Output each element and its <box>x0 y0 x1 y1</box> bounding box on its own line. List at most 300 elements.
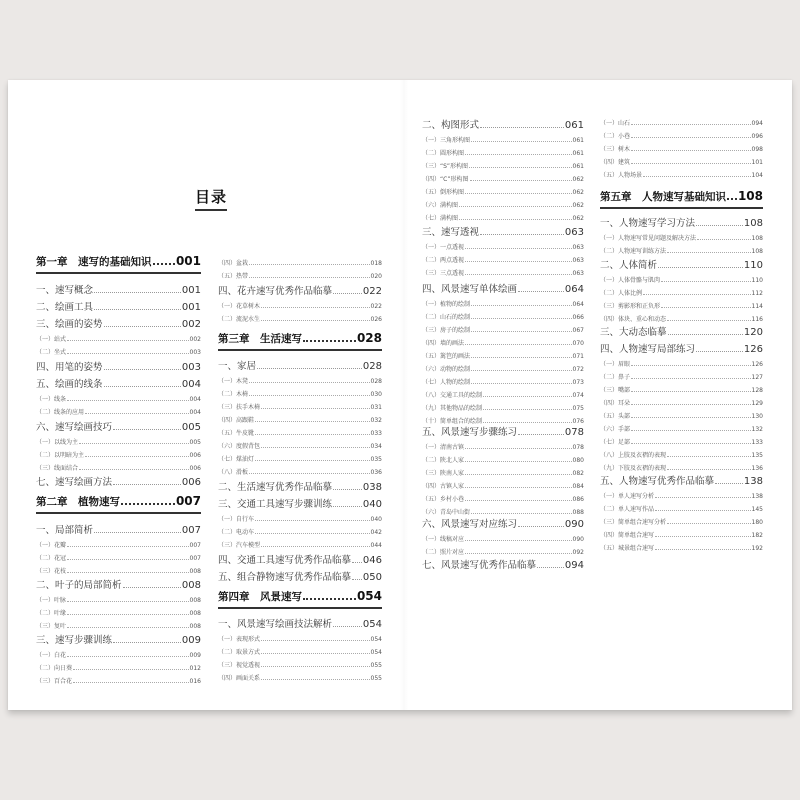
toc-entry-label: （四）高跟鞋 <box>218 417 255 424</box>
toc-entry-label: （二）山石的绘制 <box>422 314 471 321</box>
toc-entry-section <box>218 358 382 372</box>
toc-entry-label: （三）线面结合 <box>36 465 79 472</box>
toc-entry-label: （一）眉眼 <box>600 361 631 368</box>
toc-entry-page: 012 <box>189 665 201 672</box>
toc-entry-label: （二）坐式 <box>36 349 67 356</box>
toc-entry-sub <box>36 608 201 617</box>
dot-leader <box>67 601 189 602</box>
toc-entry-page: 182 <box>751 532 763 539</box>
dot-leader <box>459 206 572 207</box>
dot-leader <box>249 395 370 396</box>
dot-leader <box>249 264 370 265</box>
toc-entry-sub <box>218 454 382 463</box>
toc-entry-sub <box>600 118 763 127</box>
toc-entry-page: 094 <box>564 560 584 571</box>
toc-entry-sub <box>600 450 763 459</box>
dot-leader <box>94 309 181 310</box>
toc-entry-page: 063 <box>572 257 584 264</box>
toc-entry-label: （三）陕南人家 <box>422 470 465 477</box>
toc-entry-label: （八）滑板 <box>218 469 249 476</box>
toc-entry-label: 四、交通工具速写优秀作品临摹 <box>218 555 352 566</box>
toc-entry-page: 016 <box>189 678 201 685</box>
toc-entry-page: 070 <box>572 340 584 347</box>
dot-leader <box>667 469 751 470</box>
toc-entry-page: 132 <box>751 426 763 433</box>
toc-entry-section <box>36 376 201 390</box>
toc-entry-sub <box>600 463 763 472</box>
dot-leader <box>518 434 564 435</box>
toc-entry-page: 007 <box>189 542 201 549</box>
dot-leader <box>333 489 362 490</box>
toc-entry-label: （六）动物的绘制 <box>422 366 471 373</box>
dot-leader <box>715 483 743 484</box>
dot-leader <box>67 627 189 628</box>
toc-entry-label: （二）木椅 <box>218 391 249 398</box>
toc-entry-label: 四、用笔的姿势 <box>36 362 103 373</box>
toc-entry-section <box>422 557 584 571</box>
toc-entry-page: 062 <box>572 176 584 183</box>
toc-entry-page: 090 <box>564 519 584 530</box>
toc-entry-label: （八）交通工具的绘制 <box>422 392 483 399</box>
toc-entry-page: 006 <box>189 452 201 459</box>
toc-entry-page: 078 <box>572 444 584 451</box>
toc-entry-sub <box>422 351 584 360</box>
toc-entry-sub <box>422 312 584 321</box>
toc-entry-page: 064 <box>564 284 584 295</box>
toc-entry-label: （四）画面关系 <box>218 675 261 682</box>
dot-leader <box>696 351 743 352</box>
dot-leader <box>661 281 751 282</box>
toc-entry-label: （一）花草树木 <box>218 303 261 310</box>
dot-leader <box>518 526 564 527</box>
dot-leader <box>249 382 370 383</box>
toc-entry-sub <box>36 566 201 575</box>
toc-entry-label: （二）人体比例 <box>600 290 643 297</box>
toc-entry-label: （十）简单组合的绘制 <box>422 418 483 425</box>
dot-leader <box>67 559 189 560</box>
toc-entry-sub <box>422 338 584 347</box>
toc-entry-chapter <box>600 189 763 209</box>
toc-entry-page: 002 <box>189 336 201 343</box>
toc-entry-label: （一）木凳 <box>218 378 249 385</box>
toc-entry-sub <box>36 676 201 685</box>
toc-entry-sub <box>422 468 584 477</box>
dot-leader <box>104 326 181 327</box>
toc-entry-label: （一）人体骨骼与肌肉 <box>600 277 661 284</box>
dot-leader <box>655 497 751 498</box>
toc-entry-page: 126 <box>743 344 763 355</box>
toc-entry-label: 一、速写概念 <box>36 285 94 296</box>
toc-entry-page: 092 <box>572 549 584 556</box>
dot-leader <box>469 167 572 168</box>
dot-leader <box>261 307 370 308</box>
dot-leader <box>104 369 181 370</box>
toc-entry-sub <box>600 437 763 446</box>
dot-leader <box>333 626 362 627</box>
toc-entry-label: （四）简单组合速写 <box>600 532 655 539</box>
toc-entry-chapter <box>218 331 382 351</box>
toc-entry-page: 110 <box>743 260 763 271</box>
toc-entry-sub <box>218 514 382 523</box>
toc-entry-section <box>218 552 382 566</box>
toc-entry-label: （一）站式 <box>36 336 67 343</box>
toc-entry-sub <box>600 385 763 394</box>
dot-leader <box>727 198 737 200</box>
toc-entry-section <box>218 283 382 297</box>
toc-entry-page: 005 <box>181 422 201 433</box>
toc-entry-label: 六、风景速写对应练习 <box>422 519 518 530</box>
toc-entry-label: （二）以明暗为主 <box>36 452 85 459</box>
toc-entry-page: 062 <box>572 215 584 222</box>
toc-entry-label: 第二章 植物速写 <box>36 496 120 508</box>
toc-entry-label: （六）青岛中山街 <box>422 509 471 516</box>
dot-leader <box>667 523 751 524</box>
toc-entry-page: 028 <box>362 361 382 372</box>
toc-entry-page: 004 <box>189 396 201 403</box>
dot-leader <box>73 669 189 670</box>
dot-leader <box>667 320 751 321</box>
toc-entry-page: 101 <box>751 159 763 166</box>
toc-entry-sub <box>36 595 201 604</box>
dot-leader <box>471 370 572 371</box>
toc-entry-label: （五）篱笆的画法 <box>422 353 471 360</box>
toc-entry-label: （一）清南古镇 <box>422 444 465 451</box>
toc-entry-page: 074 <box>572 392 584 399</box>
toc-entry-label: （三）视觉透视 <box>218 662 261 669</box>
toc-entry-section <box>600 215 763 229</box>
toc-entry-sub <box>36 334 201 343</box>
toc-entry-sub <box>218 314 382 323</box>
toc-entry-label: （五）乡村小巷 <box>422 496 465 503</box>
toc-entry-page: 063 <box>572 244 584 251</box>
toc-entry-sub <box>36 407 201 416</box>
toc-entry-sub <box>218 527 382 536</box>
toc-entry-label: （一）一点透视 <box>422 244 465 251</box>
toc-entry-section <box>36 474 201 488</box>
toc-entry-sub <box>36 621 201 630</box>
dot-leader <box>643 176 751 177</box>
toc-entry-label: （九）其他物品的绘制 <box>422 405 483 412</box>
toc-entry-sub <box>36 650 201 659</box>
toc-entry-page: 005 <box>189 439 201 446</box>
toc-entry-section <box>218 616 382 630</box>
dot-leader <box>471 513 572 514</box>
toc-entry-label: （七）煤油灯 <box>218 456 255 463</box>
dot-leader <box>658 267 743 268</box>
dot-leader <box>249 473 370 474</box>
toc-entry-label: 二、生活速写优秀作品临摹 <box>218 482 333 493</box>
toc-entry-label: （三）汽车模型 <box>218 542 261 549</box>
toc-entry-label: （三）三点透视 <box>422 270 465 277</box>
toc-entry-page: 062 <box>572 189 584 196</box>
toc-entry-sub <box>600 301 763 310</box>
toc-entry-sub <box>600 504 763 513</box>
toc-entry-page: 064 <box>572 301 584 308</box>
toc-entry-page: 071 <box>572 353 584 360</box>
dot-leader <box>631 417 751 418</box>
toc-entry-label: 四、花卉速写优秀作品临摹 <box>218 286 333 297</box>
toc-entry-label: （三）花枝 <box>36 568 67 575</box>
toc-entry-sub <box>600 314 763 323</box>
toc-entry-page: 028 <box>356 331 382 345</box>
toc-entry-page: 133 <box>751 439 763 446</box>
dot-leader <box>261 546 370 547</box>
toc-entry-sub <box>422 325 584 334</box>
toc-entry-section <box>218 479 382 493</box>
toc-entry-sub <box>600 398 763 407</box>
toc-entry-sub <box>422 174 584 183</box>
toc-entry-sub <box>36 347 201 356</box>
toc-entry-label: （二）人物速写训练方法 <box>600 248 667 255</box>
toc-entry-section <box>422 281 584 295</box>
toc-entry-page: 135 <box>751 452 763 459</box>
toc-entry-label: （六）度假背包 <box>218 443 261 450</box>
dot-leader <box>67 572 189 573</box>
toc-entry-label: 七、风景速写优秀作品临摹 <box>422 560 537 571</box>
toc-entry-sub <box>422 403 584 412</box>
toc-entry-label: 三、绘画的姿势 <box>36 319 103 330</box>
dot-leader <box>631 365 751 366</box>
toc-entry-chapter <box>36 254 201 274</box>
dot-leader <box>113 484 181 485</box>
dot-leader <box>631 124 751 125</box>
toc-entry-section <box>600 257 763 271</box>
toc-entry-label: （一）自行车 <box>218 516 255 523</box>
toc-entry-page: 127 <box>751 374 763 381</box>
dot-leader <box>67 546 189 547</box>
toc-entry-section <box>36 577 201 591</box>
toc-entry-page: 044 <box>370 542 382 549</box>
dot-leader <box>352 579 362 580</box>
toc-entry-page: 062 <box>572 202 584 209</box>
toc-entry-page: 094 <box>751 120 763 127</box>
toc-entry-label: 三、速写透视 <box>422 227 480 238</box>
dot-leader <box>471 305 572 306</box>
toc-entry-label: （五）人物场景 <box>600 172 643 179</box>
toc-entry-page: 030 <box>370 391 382 398</box>
toc-entry-section <box>36 632 201 646</box>
toc-entry-sub <box>218 301 382 310</box>
toc-entry-label: （三）剪影形和正负形 <box>600 303 661 310</box>
toc-entry-sub <box>218 634 382 643</box>
toc-entry-label: （四）墙的画法 <box>422 340 465 347</box>
dot-leader <box>465 193 572 194</box>
toc-entry-page: 007 <box>175 494 201 508</box>
toc-entry-page: 006 <box>189 465 201 472</box>
toc-entry-sub <box>36 450 201 459</box>
toc-entry-label: （二）花冠 <box>36 555 67 562</box>
toc-entry-section <box>36 316 201 330</box>
toc-entry-label: 一、家居 <box>218 361 257 372</box>
toc-entry-page: 096 <box>751 133 763 140</box>
dot-leader <box>668 334 743 335</box>
toc-entry-sub <box>422 161 584 170</box>
toc-entry-page: 004 <box>181 379 201 390</box>
toc-entry-sub <box>600 144 763 153</box>
toc-entry-label: （二）圆形构图 <box>422 150 465 157</box>
toc-entry-page: 063 <box>572 270 584 277</box>
toc-entry-page: 067 <box>572 327 584 334</box>
toc-entry-sub <box>422 200 584 209</box>
dot-leader <box>655 510 751 511</box>
toc-entry-label: （七）人物的绘制 <box>422 379 471 386</box>
toc-entry-label: （四）建筑 <box>600 159 631 166</box>
dot-leader <box>255 434 370 435</box>
dot-leader <box>480 234 564 235</box>
toc-entry-page: 026 <box>370 316 382 323</box>
toc-entry-page: 128 <box>751 387 763 394</box>
dot-leader <box>465 248 572 249</box>
toc-entry-page: 007 <box>181 525 201 536</box>
toc-entry-page: 002 <box>181 319 201 330</box>
dot-leader <box>631 137 751 138</box>
toc-entry-page: 008 <box>189 610 201 617</box>
dot-leader <box>465 474 572 475</box>
toc-entry-label: （二）两点透视 <box>422 257 465 264</box>
toc-entry-label: 五、风景速写步骤练习 <box>422 427 518 438</box>
toc-entry-label: （五）牛皮靴 <box>218 430 255 437</box>
toc-entry-page: 001 <box>181 302 201 313</box>
toc-entry-label: （一）线条 <box>36 396 67 403</box>
dot-leader <box>631 391 751 392</box>
dot-leader <box>465 553 572 554</box>
toc-entry-page: 042 <box>370 529 382 536</box>
toc-entry-page: 075 <box>572 405 584 412</box>
dot-leader <box>483 396 572 397</box>
toc-entry-page: 082 <box>572 470 584 477</box>
toc-entry-label: 二、叶子的局部简析 <box>36 580 122 591</box>
dot-leader <box>459 219 572 220</box>
toc-entry-sub <box>218 647 382 656</box>
toc-entry-label: （六）手部 <box>600 426 631 433</box>
toc-entry-page: 130 <box>751 413 763 420</box>
dot-leader <box>471 318 572 319</box>
toc-entry-sub <box>422 364 584 373</box>
toc-entry-label: （二）叶缘 <box>36 610 67 617</box>
dot-leader <box>483 409 572 410</box>
toc-entry-sub <box>600 359 763 368</box>
toc-entry-sub <box>218 467 382 476</box>
toc-entry-page: 001 <box>181 285 201 296</box>
toc-entry-sub <box>422 377 584 386</box>
toc-entry-page: 003 <box>189 349 201 356</box>
toc-entry-label: 五、组合静物速写优秀作品临摹 <box>218 572 352 583</box>
toc-entry-label: （五）热带 <box>218 273 249 280</box>
toc-entry-sub <box>36 663 201 672</box>
dot-leader <box>261 447 370 448</box>
toc-entry-sub <box>422 255 584 264</box>
toc-entry-sub <box>600 424 763 433</box>
toc-entry-page: 020 <box>370 273 382 280</box>
toc-entry-label: 七、速写绘画方法 <box>36 477 113 488</box>
toc-entry-label: （三）树木 <box>600 146 631 153</box>
dot-leader <box>465 448 572 449</box>
toc-entry-page: 022 <box>362 286 382 297</box>
dot-leader <box>537 567 564 568</box>
dot-leader <box>631 404 751 405</box>
toc-entry-page: 028 <box>370 378 382 385</box>
toc-entry-page: 032 <box>370 417 382 424</box>
toc-entry-sub <box>36 540 201 549</box>
toc-entry-sub <box>218 271 382 280</box>
toc-entry-page: 009 <box>181 635 201 646</box>
toc-entry-page: 061 <box>572 150 584 157</box>
book-gutter <box>400 80 408 710</box>
dot-leader <box>631 443 751 444</box>
dot-leader <box>67 614 189 615</box>
toc-entry-page: 034 <box>370 443 382 450</box>
toc-entry-sub <box>422 547 584 556</box>
dot-leader <box>471 357 572 358</box>
toc-entry-label: （一）三角形构图 <box>422 137 471 144</box>
toc-entry-section <box>422 224 584 238</box>
toc-entry-section <box>218 569 382 583</box>
toc-entry-sub <box>218 540 382 549</box>
dot-leader <box>73 682 189 683</box>
toc-entry-page: 180 <box>751 519 763 526</box>
toc-entry-sub <box>218 660 382 669</box>
toc-entry-sub <box>422 135 584 144</box>
toc-entry-sub <box>218 402 382 411</box>
dot-leader <box>67 400 189 401</box>
toc-entry-label: 二、人体简析 <box>600 260 658 271</box>
toc-entry-label: （三）简单组合速写分析 <box>600 519 667 526</box>
toc-entry-page: 120 <box>743 327 763 338</box>
toc-entry-section <box>422 516 584 530</box>
toc-entry-label: 一、风景速写绘画技法解析 <box>218 619 333 630</box>
toc-entry-page: 138 <box>743 476 763 487</box>
dot-leader <box>471 383 572 384</box>
toc-entry-label: （五）倒形构图 <box>422 189 465 196</box>
toc-entry-page: 008 <box>189 623 201 630</box>
toc-entry-sub <box>36 463 201 472</box>
toc-entry-label: 一、人物速写学习方法 <box>600 218 696 229</box>
toc-entry-page: 061 <box>564 120 584 131</box>
toc-entry-section <box>218 496 382 510</box>
toc-entry-label: （二）单人速写作品 <box>600 506 655 513</box>
dot-leader <box>67 340 189 341</box>
toc-entry-sub <box>422 455 584 464</box>
toc-entry-sub <box>600 543 763 552</box>
toc-entry-label: （二）电动车 <box>218 529 255 536</box>
dot-leader <box>85 413 189 414</box>
dot-leader <box>333 293 362 294</box>
toc-entry-label: （四）古镇人家 <box>422 483 465 490</box>
toc-entry-page: 031 <box>370 404 382 411</box>
toc-entry-label: （一）叶脉 <box>36 597 67 604</box>
dot-leader <box>631 430 751 431</box>
toc-entry-sub <box>218 673 382 682</box>
dot-leader <box>257 368 362 369</box>
toc-entry-label: （四）盆栽 <box>218 260 249 267</box>
toc-entry-page: 108 <box>737 189 763 203</box>
dot-leader <box>465 461 572 462</box>
toc-entry-label: （一）以线为主 <box>36 439 79 446</box>
toc-entry-page: 022 <box>370 303 382 310</box>
toc-entry-page: 040 <box>370 516 382 523</box>
dot-leader <box>94 292 181 293</box>
dot-leader <box>465 540 572 541</box>
toc-entry-page: 050 <box>362 572 382 583</box>
dot-leader <box>465 261 572 262</box>
toc-entry-label: （二）流泥水生 <box>218 316 261 323</box>
toc-entry-page: 007 <box>189 555 201 562</box>
dot-leader <box>67 353 189 354</box>
toc-entry-sub <box>600 246 763 255</box>
toc-entry-label: （一）表现形式 <box>218 636 261 643</box>
toc-entry-sub <box>36 437 201 446</box>
toc-entry-label: 三、交通工具速写步骤训练 <box>218 499 333 510</box>
